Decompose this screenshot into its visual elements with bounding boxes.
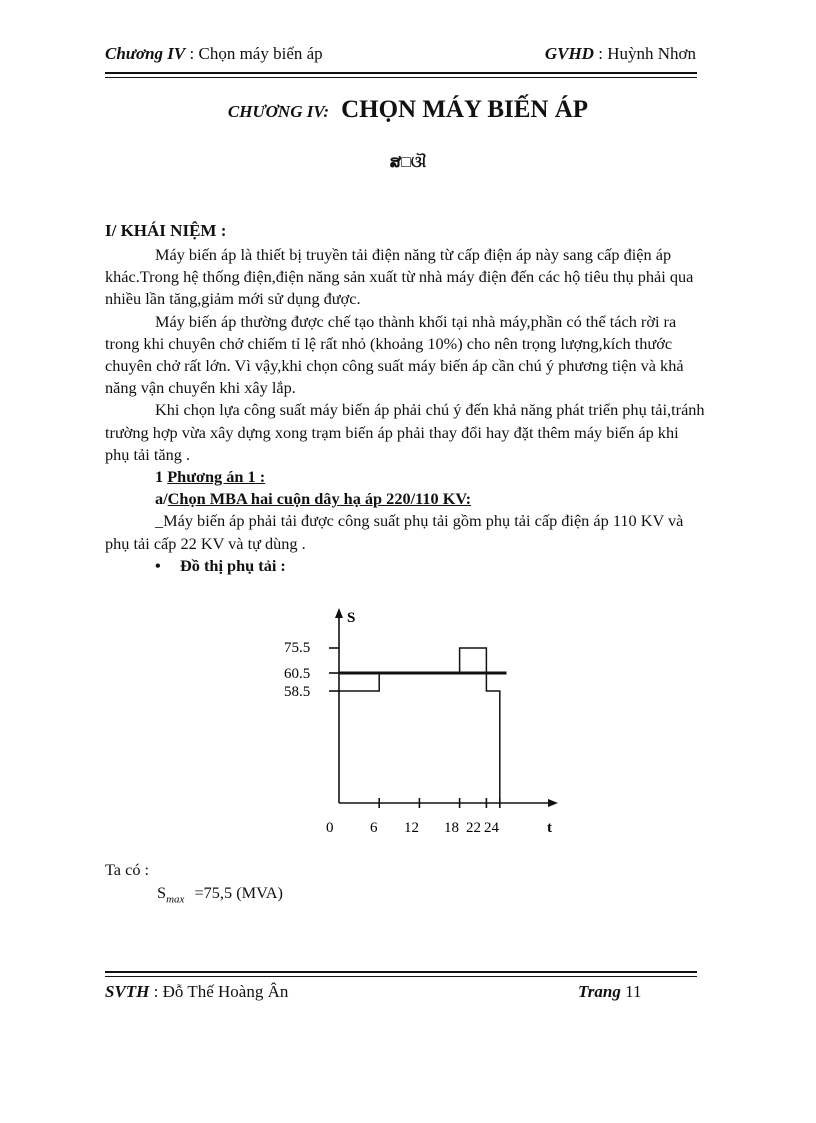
paragraph-2: Máy biến áp thường được chế tạo thành khối tại nhà máy,phần có thể tách rời ra trong khi chuyên chở chiếm tỉ lệ rất nhỏ (khoảng 10%) cho nên trọng lượng,kích thước chuyên chở rất lớn. Vì vậy,khi chọn công suất máy biến áp cần chú ý phương tiện và khả năng vận chuyển khi xây lắp. <box>105 311 684 398</box>
page-title <box>0 96 816 124</box>
load-chart <box>270 598 570 848</box>
y-axis-label: S <box>347 610 356 626</box>
header-left <box>105 44 323 64</box>
subsection-label: Chọn MBA hai cuộn dây hạ áp 220/110 KV: <box>167 489 472 509</box>
bullet-symbol: • <box>155 555 161 575</box>
section-heading: I/ KHÁI NIỆM : <box>105 221 227 240</box>
y-tick-label: 60.5 <box>284 666 311 682</box>
header-chapter-text: : Chọn máy biến áp <box>189 44 323 63</box>
body-text <box>105 244 705 577</box>
x-tick-label: 22 <box>466 820 481 836</box>
footer-rule-thin <box>105 976 697 977</box>
header-rule <box>105 72 697 74</box>
title-prefix: CHƯƠNG IV: <box>227 102 330 121</box>
smax-subscript: max <box>166 893 185 906</box>
option-label: Phương án 1 : <box>167 467 266 487</box>
footer-left <box>105 982 288 1002</box>
bullet-text: Đồ thị phụ tải : <box>180 555 286 575</box>
subsection-heading <box>105 488 705 510</box>
load-step-line <box>339 648 500 803</box>
paragraph-3: Khi chọn lựa công suất máy biến áp phải chú ý đến khả năng phát triển phụ tải,tránh trường hợp vừa xây dựng xong trạm biến áp phải thay đổi hay đặt thêm máy biến áp khi phụ tải tăng . <box>105 400 705 464</box>
header-rule-thin <box>105 77 697 78</box>
x-tick-label: 0 <box>326 820 334 836</box>
smax-symbol: S <box>157 883 167 902</box>
footer-right <box>578 982 641 1002</box>
header-supervisor-text: : Huỳnh Nhơn <box>598 44 696 63</box>
bullet-item <box>105 555 705 577</box>
x-tick-label: 18 <box>444 820 459 836</box>
y-tick-label: 75.5 <box>284 640 311 656</box>
ta-co-label: Ta có : <box>105 860 150 879</box>
header-supervisor-label: GVHD <box>544 44 594 63</box>
x-axis-label: t <box>547 820 552 836</box>
footer-page-label: Trang <box>578 982 621 1001</box>
footer-student-text: : Đỗ Thế Hoàng Ân <box>153 982 289 1001</box>
x-axis-arrow <box>548 799 558 807</box>
y-axis-arrow <box>335 608 343 618</box>
y-tick-label: 58.5 <box>284 684 311 700</box>
footer-student-label: SVTH <box>105 982 150 1001</box>
paragraph-1: Máy biến áp là thiết bị truyền tải điện năng từ cấp điện áp này sang cấp điện áp khác.Trong hệ thống điện,điện năng sản xuất từ nhà máy điện đến các hộ tiêu thụ phải qua nhiều lần tăng,giảm mới sử dụng được. <box>105 245 694 309</box>
footer-page-number: 11 <box>625 982 642 1001</box>
x-tick-label: 12 <box>404 820 419 836</box>
subsection-prefix: a/ <box>155 489 168 509</box>
title-main: CHỌN MÁY BIẾN ÁP <box>341 96 589 123</box>
option-number: 1 <box>155 467 164 487</box>
option-heading <box>105 466 705 488</box>
x-tick-label: 6 <box>370 820 378 836</box>
header-chapter-label: Chương IV <box>105 44 186 63</box>
footer-rule <box>105 971 697 973</box>
ornament-glyphs: ສ□ଔ <box>389 154 427 171</box>
x-tick-label: 24 <box>484 820 499 836</box>
smax-formula <box>157 883 283 905</box>
smax-value: =75,5 (MVA) <box>194 883 283 902</box>
subsection-text: _Máy biến áp phải tải được công suất phụ tải gồm phụ tải cấp điện áp 110 KV và phụ tải cấp 22 KV và tự dùng . <box>105 511 684 553</box>
header-right <box>545 44 696 64</box>
